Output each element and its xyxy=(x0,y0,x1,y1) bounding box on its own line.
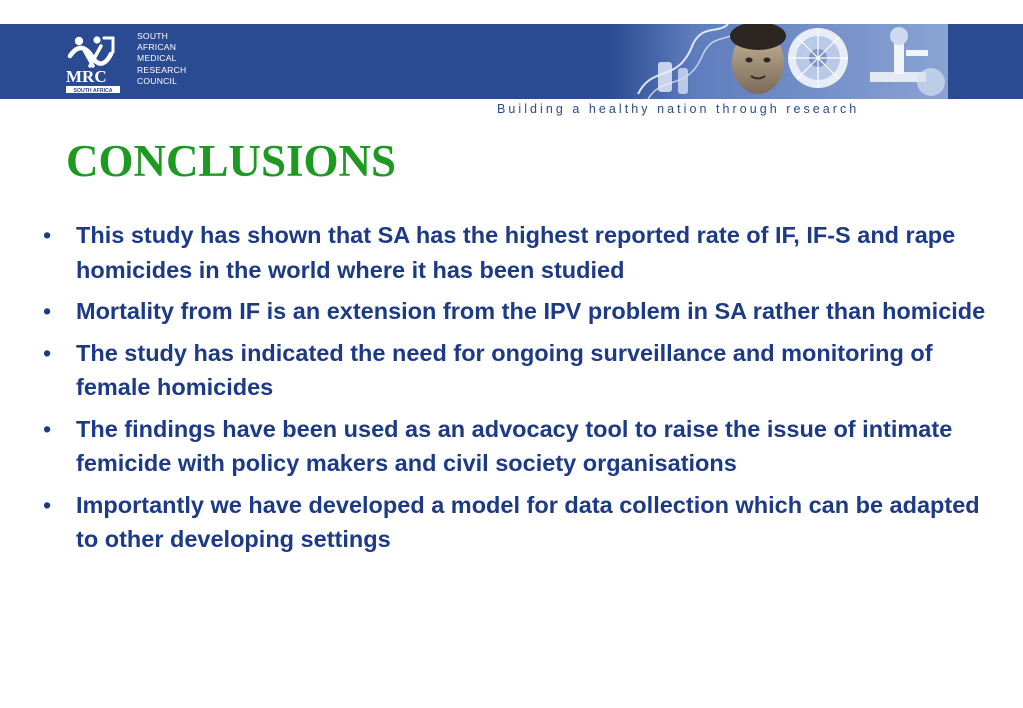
conclusions-list xyxy=(40,218,995,564)
slide-title: CONCLUSIONS xyxy=(66,136,397,186)
logo-subtitle: SOUTH AFRICA xyxy=(73,87,113,94)
logo-acronym: MRC xyxy=(66,67,107,86)
bullet-text: This study has shown that SA has the highest reported rate of IF, IF-S and rape homicides in the world where it has been studied xyxy=(76,222,956,283)
bullet-icon: • xyxy=(43,222,52,248)
header-banner xyxy=(0,24,1023,99)
bullet-text: Importantly we have developed a model for data collection which can be adapted to other developing settings xyxy=(76,491,980,552)
logo-line: RESEARCH xyxy=(137,64,187,75)
logo-line: COUNCIL xyxy=(137,75,178,86)
list-item xyxy=(40,412,995,481)
bullet-icon: • xyxy=(43,415,52,442)
list-item xyxy=(40,218,995,287)
logo-line: SOUTH xyxy=(137,31,169,41)
tagline: Building a healthy nation through research xyxy=(497,102,860,116)
bullet-icon: • xyxy=(43,491,52,518)
bullet-icon: • xyxy=(43,298,52,324)
research-photo-collage-icon xyxy=(608,24,948,99)
mrc-logo-icon xyxy=(66,32,124,94)
logo-name xyxy=(137,31,186,87)
bullet-text: The findings have been used as an advocacy tool to raise the issue of intimate femicide with policy makers and civil society organisations xyxy=(76,415,953,476)
list-item xyxy=(40,294,995,329)
bullet-text: The study has indicated the need for ongoing surveillance and monitoring of female homicides xyxy=(76,339,933,400)
bullet-text: Mortality from IF is an extension from the IPV problem in SA rather than homicide xyxy=(76,298,986,324)
bullet-icon: • xyxy=(43,339,52,366)
logo-line: AFRICAN xyxy=(137,42,177,53)
list-item xyxy=(40,488,995,557)
logo-line: MEDICAL xyxy=(137,53,177,64)
list-item xyxy=(40,336,995,405)
